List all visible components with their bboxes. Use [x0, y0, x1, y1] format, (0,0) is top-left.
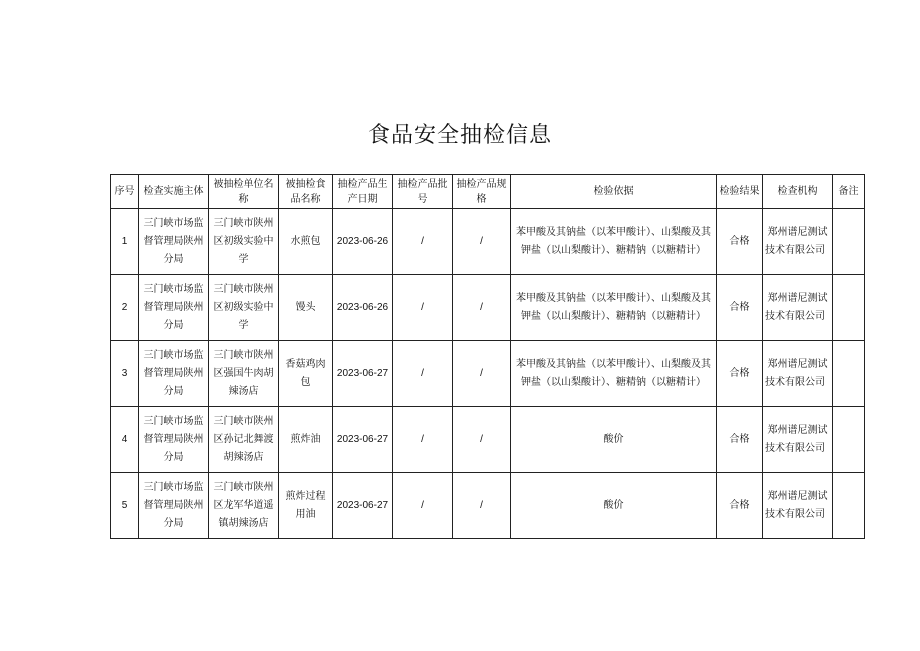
cell-test-result: 合格	[717, 341, 763, 407]
cell-specification: /	[453, 473, 511, 539]
header-specification: 抽检产品规格	[453, 175, 511, 209]
cell-test-basis: 酸价	[511, 473, 717, 539]
cell-batch-number: /	[393, 407, 453, 473]
header-inspected-unit: 被抽检单位名称	[209, 175, 279, 209]
cell-index: 2	[111, 275, 139, 341]
cell-production-date: 2023-06-27	[333, 473, 393, 539]
table-row	[111, 473, 865, 539]
cell-inspected-unit: 三门峡市陕州区孙记北舞渡胡辣汤店	[209, 407, 279, 473]
cell-implementing-agency: 三门峡市场监督管理局陕州分局	[139, 209, 209, 275]
table-row	[111, 407, 865, 473]
cell-specification: /	[453, 407, 511, 473]
cell-inspected-unit: 三门峡市陕州区龙军华道遥镇胡辣汤店	[209, 473, 279, 539]
cell-test-basis: 酸价	[511, 407, 717, 473]
cell-implementing-agency: 三门峡市场监督管理局陕州分局	[139, 473, 209, 539]
header-food-name: 被抽检食品名称	[279, 175, 333, 209]
cell-remarks	[833, 341, 865, 407]
cell-testing-agency: 郑州谱尼测试技术有限公司	[763, 209, 833, 275]
document-title: 食品安全抽检信息	[367, 123, 552, 148]
cell-inspected-unit: 三门峡市陕州区初级实验中学	[209, 275, 279, 341]
cell-remarks	[833, 275, 865, 341]
cell-remarks	[833, 473, 865, 539]
cell-implementing-agency: 三门峡市场监督管理局陕州分局	[139, 341, 209, 407]
cell-test-result: 合格	[717, 275, 763, 341]
inspection-table	[110, 174, 865, 539]
header-test-basis: 检验依据	[511, 175, 717, 209]
table-header-row	[111, 175, 865, 209]
cell-production-date: 2023-06-26	[333, 275, 393, 341]
cell-inspected-unit: 三门峡市陕州区强国牛肉胡辣汤店	[209, 341, 279, 407]
cell-remarks	[833, 209, 865, 275]
cell-inspected-unit: 三门峡市陕州区初级实验中学	[209, 209, 279, 275]
cell-production-date: 2023-06-27	[333, 341, 393, 407]
cell-food-name: 香菇鸡肉包	[279, 341, 333, 407]
cell-test-result: 合格	[717, 209, 763, 275]
cell-food-name: 水煎包	[279, 209, 333, 275]
table-row	[111, 275, 865, 341]
cell-index: 3	[111, 341, 139, 407]
cell-specification: /	[453, 341, 511, 407]
header-index: 序号	[111, 175, 139, 209]
header-production-date: 抽检产品生产日期	[333, 175, 393, 209]
cell-batch-number: /	[393, 341, 453, 407]
header-testing-agency: 检查机构	[763, 175, 833, 209]
cell-implementing-agency: 三门峡市场监督管理局陕州分局	[139, 407, 209, 473]
header-implementing-agency: 检查实施主体	[139, 175, 209, 209]
cell-food-name: 煎炸过程用油	[279, 473, 333, 539]
cell-testing-agency: 郑州谱尼测试技术有限公司	[763, 407, 833, 473]
cell-index: 5	[111, 473, 139, 539]
cell-batch-number: /	[393, 275, 453, 341]
cell-test-basis: 苯甲酸及其钠盐（以苯甲酸计）、山梨酸及其钾盐（以山梨酸计）、糖精钠（以糖精计）	[511, 209, 717, 275]
cell-index: 4	[111, 407, 139, 473]
header-test-result: 检验结果	[717, 175, 763, 209]
cell-index: 1	[111, 209, 139, 275]
cell-production-date: 2023-06-27	[333, 407, 393, 473]
cell-test-basis: 苯甲酸及其钠盐（以苯甲酸计）、山梨酸及其钾盐（以山梨酸计）、糖精钠（以糖精计）	[511, 341, 717, 407]
cell-test-result: 合格	[717, 473, 763, 539]
table-row	[111, 209, 865, 275]
cell-production-date: 2023-06-26	[333, 209, 393, 275]
cell-test-result: 合格	[717, 407, 763, 473]
cell-specification: /	[453, 275, 511, 341]
cell-testing-agency: 郑州谱尼测试技术有限公司	[763, 341, 833, 407]
cell-implementing-agency: 三门峡市场监督管理局陕州分局	[139, 275, 209, 341]
cell-testing-agency: 郑州谱尼测试技术有限公司	[763, 275, 833, 341]
cell-remarks	[833, 407, 865, 473]
cell-food-name: 馒头	[279, 275, 333, 341]
table-row	[111, 341, 865, 407]
cell-test-basis: 苯甲酸及其钠盐（以苯甲酸计）、山梨酸及其钾盐（以山梨酸计）、糖精钠（以糖精计）	[511, 275, 717, 341]
cell-batch-number: /	[393, 473, 453, 539]
cell-food-name: 煎炸油	[279, 407, 333, 473]
header-remarks: 备注	[833, 175, 865, 209]
cell-specification: /	[453, 209, 511, 275]
header-batch-number: 抽检产品批号	[393, 175, 453, 209]
cell-testing-agency: 郑州谱尼测试技术有限公司	[763, 473, 833, 539]
cell-batch-number: /	[393, 209, 453, 275]
